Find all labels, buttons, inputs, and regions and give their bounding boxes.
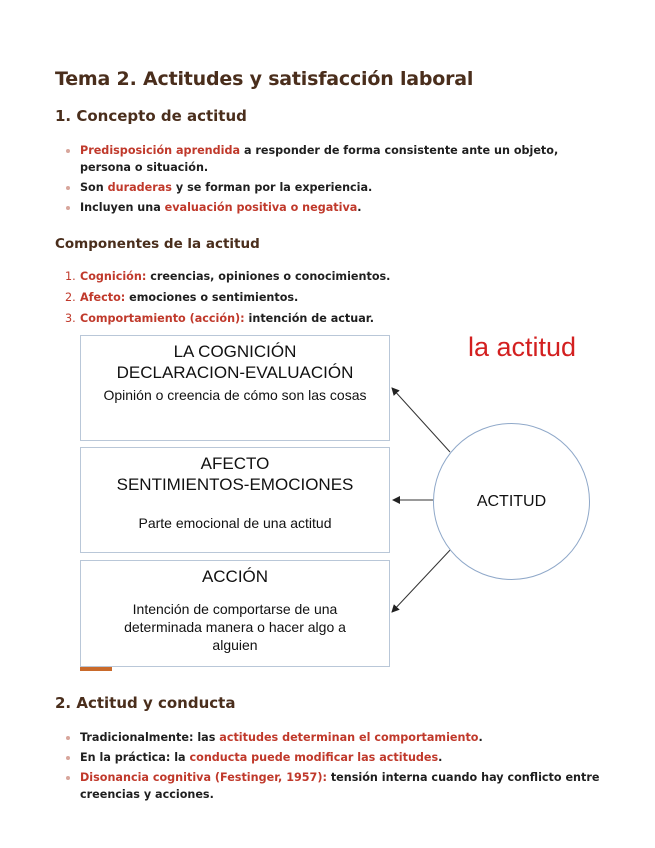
box-title: LA COGNICIÓN bbox=[173, 342, 297, 361]
box-description: Intención de comportarse de una determinada manera o hacer algo a alguien bbox=[124, 601, 346, 653]
list-item: Son duraderas y se forman por la experiencia. bbox=[55, 179, 600, 196]
list-item: Disonancia cognitiva (Festinger, 1957): tensión interna cuando hay conflicto entre creencias y acciones. bbox=[55, 769, 600, 803]
section-heading-conducta: 2. Actitud y conducta bbox=[55, 694, 236, 712]
section-heading-concepto: 1. Concepto de actitud bbox=[55, 107, 247, 125]
conducta-list bbox=[55, 729, 600, 803]
box-description: Parte emocional de una actitud bbox=[138, 515, 332, 531]
list-item: Incluyen una evaluación positiva o negativa. bbox=[55, 199, 600, 216]
section-heading-componentes: Componentes de la actitud bbox=[55, 236, 260, 252]
list-item: Tradicionalmente: las actitudes determinan el comportamiento. bbox=[55, 729, 600, 746]
list-item: 3. Comportamiento (acción): intención de actuar. bbox=[65, 312, 374, 325]
list-item: En la práctica: la conducta puede modificar las actitudes. bbox=[55, 749, 600, 766]
page-title: Tema 2. Actitudes y satisfacción laboral bbox=[55, 68, 474, 90]
list-item: Predisposición aprendida a responder de forma consistente ante un objeto, persona o situación. bbox=[55, 142, 600, 176]
box-description: Opinión o creencia de cómo son las cosas bbox=[103, 387, 367, 403]
box-title: ACCIÓN bbox=[201, 567, 269, 586]
box-subtitle: SENTIMIENTOS-EMOCIONES bbox=[116, 475, 354, 494]
diagram-label: la actitud bbox=[468, 332, 577, 362]
list-item: 2. Afecto: emociones o sentimientos. bbox=[65, 291, 299, 304]
box-subtitle: DECLARACION-EVALUACIÓN bbox=[116, 363, 354, 382]
actitud-circle bbox=[433, 423, 590, 580]
arrow-to-cognicion bbox=[392, 388, 450, 452]
box-title: AFECTO bbox=[200, 454, 270, 473]
circle-label: ACTITUD bbox=[476, 492, 547, 510]
arrow-to-accion bbox=[392, 548, 452, 612]
list-item: 1. Cognición: creencias, opiniones o conocimientos. bbox=[65, 270, 391, 283]
